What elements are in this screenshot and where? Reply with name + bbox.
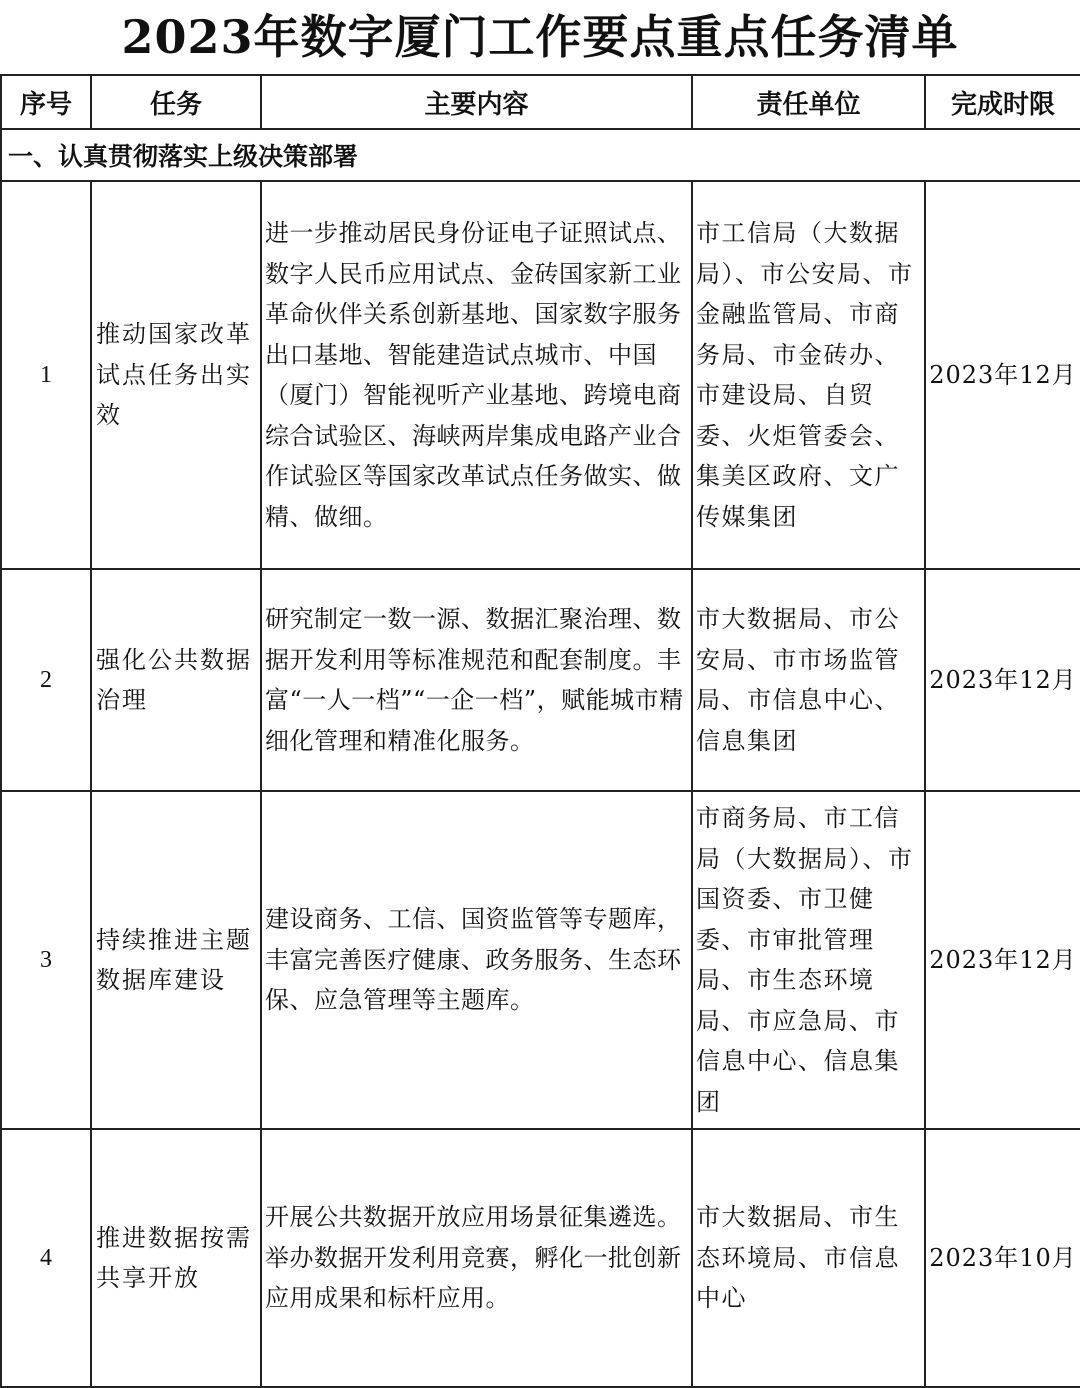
document-title: 2023年数字厦门工作要点重点任务清单 (121, 10, 959, 64)
row-number: 1 (1, 181, 91, 569)
header-content: 主要内容 (261, 75, 692, 129)
row-task: 推动国家改革试点任务出实效 (91, 181, 261, 569)
table-row (1, 181, 1080, 569)
row-number: 4 (1, 1129, 91, 1387)
task-table (0, 74, 1080, 1388)
row-responsible-unit: 市大数据局、市生态环境局、市信息中心 (692, 1129, 925, 1387)
row-responsible-unit: 市工信局（大数据局）、市公安局、市金融监管局、市商务局、市金砖办、市建设局、自贸委、火炬管委会、集美区政府、文广传媒集团 (692, 181, 925, 569)
row-content: 研究制定一数一源、数据汇聚治理、数据开发利用等标准规范和配套制度。丰富“一人一档”“一企一档”，赋能城市精细化管理和精准化服务。 (261, 569, 692, 791)
header-task: 任务 (91, 75, 261, 129)
header-unit: 责任单位 (692, 75, 925, 129)
row-number: 2 (1, 569, 91, 791)
row-responsible-unit: 市商务局、市工信局（大数据局）、市国资委、市卫健委、市审批管理局、市生态环境局、市应急局、市信息中心、信息集团 (692, 791, 925, 1129)
row-task: 强化公共数据治理 (91, 569, 261, 791)
row-content: 建设商务、工信、国资监管等专题库，丰富完善医疗健康、政务服务、生态环保、应急管理等主题库。 (261, 791, 692, 1129)
header-deadline: 完成时限 (925, 75, 1080, 129)
row-deadline: 2023年12月 (925, 791, 1080, 1129)
row-content: 进一步推动居民身份证电子证照试点、数字人民币应用试点、金砖国家新工业革命伙伴关系创新基地、国家数字服务出口基地、智能建造试点城市、中国（厦门）智能视听产业基地、跨境电商综合试验区、海峡两岸集成电路产业合作试验区等国家改革试点任务做实、做精、做细。 (261, 181, 692, 569)
table-header-row (1, 75, 1080, 129)
row-deadline: 2023年10月 (925, 1129, 1080, 1387)
row-content: 开展公共数据开放应用场景征集遴选。举办数据开发利用竞赛，孵化一批创新应用成果和标杆应用。 (261, 1129, 692, 1387)
row-deadline: 2023年12月 (925, 181, 1080, 569)
row-responsible-unit: 市大数据局、市公安局、市市场监管局、市信息中心、信息集团 (692, 569, 925, 791)
header-no: 序号 (1, 75, 91, 129)
section-row (1, 129, 1080, 181)
table-row (1, 1129, 1080, 1387)
table-row (1, 569, 1080, 791)
row-number: 3 (1, 791, 91, 1129)
table-row (1, 791, 1080, 1129)
row-task: 持续推进主题数据库建设 (91, 791, 261, 1129)
row-deadline: 2023年12月 (925, 569, 1080, 791)
row-task: 推进数据按需共享开放 (91, 1129, 261, 1387)
section-heading: 一、认真贯彻落实上级决策部署 (1, 129, 1080, 181)
